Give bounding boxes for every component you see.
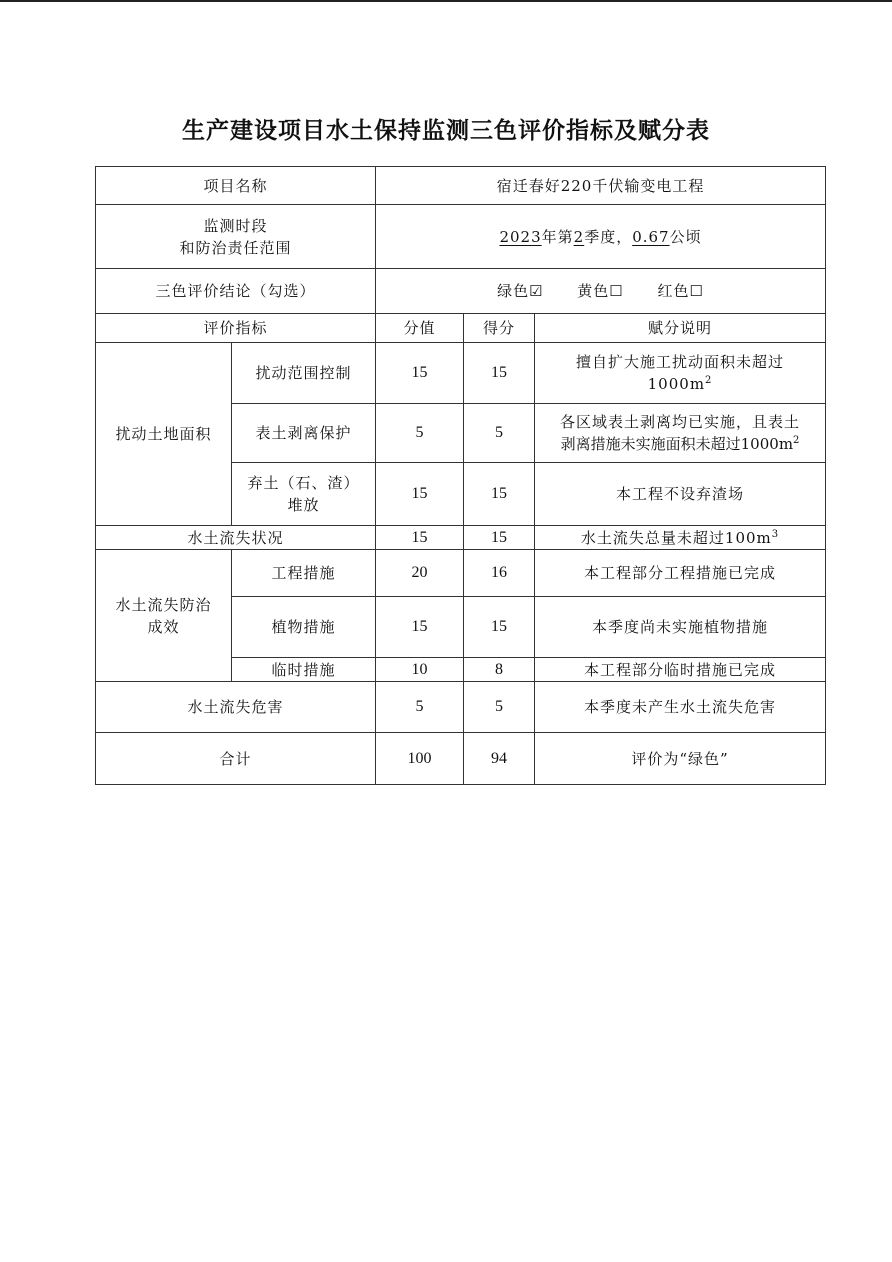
period-label-line1: 监测时段 xyxy=(203,216,268,235)
period-year: 2023 xyxy=(499,227,542,246)
red-checkbox[interactable]: 红色☐ xyxy=(657,282,704,300)
superscript: 2 xyxy=(705,375,713,386)
explanation: 本工程部分临时措施已完成 xyxy=(535,658,826,682)
period-quarter: 2 xyxy=(573,227,585,246)
explanation-text: 水土流失总量未超过100m xyxy=(580,528,772,547)
header-indicator: 评价指标 xyxy=(96,314,376,343)
project-label: 项目名称 xyxy=(96,167,376,205)
indicator-name-line2: 堆放 xyxy=(287,496,320,514)
score-value: 15 xyxy=(376,597,464,658)
explanation-line1: 擅自扩大施工扰动面积未超过 xyxy=(576,353,785,371)
period-year-suffix: 年第 xyxy=(541,227,574,246)
score-value: 15 xyxy=(376,463,464,526)
score: 5 xyxy=(464,682,535,733)
group-prevention xyxy=(96,550,232,682)
superscript: 3 xyxy=(771,528,780,540)
explanation xyxy=(535,343,826,404)
score: 5 xyxy=(464,404,535,463)
score: 15 xyxy=(464,463,535,526)
indicator-name: 水土流失危害 xyxy=(96,682,376,733)
explanation xyxy=(535,526,826,550)
total-score-value: 100 xyxy=(376,733,464,785)
header-score: 得分 xyxy=(464,314,535,343)
table-row xyxy=(96,526,826,550)
score: 16 xyxy=(464,550,535,597)
indicator-name: 扰动范围控制 xyxy=(232,343,376,404)
explanation-line2 xyxy=(537,433,823,455)
period-quarter-suffix: 季度， xyxy=(584,227,633,246)
green-checkbox[interactable]: 绿色☑ xyxy=(497,282,544,300)
evaluation-table xyxy=(95,166,826,785)
indicator-name: 植物措施 xyxy=(232,597,376,658)
explanation-line2 xyxy=(539,373,821,395)
total-score: 94 xyxy=(464,733,535,785)
explanation xyxy=(535,404,826,463)
score-value: 15 xyxy=(376,526,464,550)
period-label xyxy=(96,205,376,269)
indicator-name: 工程措施 xyxy=(232,550,376,597)
page-top-border xyxy=(0,0,892,2)
project-value: 宿迁春好220千伏输变电工程 xyxy=(376,167,826,205)
header-explanation: 赋分说明 xyxy=(535,314,826,343)
score: 15 xyxy=(464,343,535,404)
score: 8 xyxy=(464,658,535,682)
indicator-name-line1: 弃土（石、渣） xyxy=(247,474,360,492)
period-value xyxy=(376,205,826,269)
indicator-name xyxy=(232,463,376,526)
indicator-name: 表土剥离保护 xyxy=(232,404,376,463)
score-value: 5 xyxy=(376,682,464,733)
total-explanation: 评价为“绿色” xyxy=(535,733,826,785)
conclusion-label: 三色评价结论（勾选） xyxy=(96,269,376,314)
score-value: 10 xyxy=(376,658,464,682)
score-value: 20 xyxy=(376,550,464,597)
project-row xyxy=(96,167,826,205)
page-title: 生产建设项目水土保持监测三色评价指标及赋分表 xyxy=(182,118,710,144)
superscript: 2 xyxy=(793,435,800,446)
total-label: 合计 xyxy=(96,733,376,785)
score-value: 5 xyxy=(376,404,464,463)
group-prevention-line1: 水土流失防治 xyxy=(115,595,212,614)
yellow-checkbox[interactable]: 黄色☐ xyxy=(577,282,624,300)
score-value: 15 xyxy=(376,343,464,404)
indicator-name: 临时措施 xyxy=(232,658,376,682)
header-row xyxy=(96,314,826,343)
conclusion-options xyxy=(376,269,826,314)
explanation-line2-text: 1000m xyxy=(647,375,706,393)
score: 15 xyxy=(464,597,535,658)
period-label-line2: 和防治责任范围 xyxy=(179,238,292,257)
explanation-line2-text: 剥离措施未实施面积未超过1000m xyxy=(560,435,794,453)
explanation: 本季度尚未实施植物措施 xyxy=(535,597,826,658)
indicator-name: 水土流失状况 xyxy=(96,526,376,550)
explanation: 本季度未产生水土流失危害 xyxy=(535,682,826,733)
group-prevention-line2: 成效 xyxy=(147,617,180,636)
score: 15 xyxy=(464,526,535,550)
period-area: 0.67 xyxy=(632,227,670,246)
conclusion-row xyxy=(96,269,826,314)
group-disturbance: 扰动土地面积 xyxy=(96,343,232,526)
table-row xyxy=(96,550,826,597)
total-row xyxy=(96,733,826,785)
explanation-line1: 各区域表土剥离均已实施，且表土 xyxy=(560,413,801,431)
table-row xyxy=(96,343,826,404)
explanation: 本工程部分工程措施已完成 xyxy=(535,550,826,597)
period-row xyxy=(96,205,826,269)
table-row xyxy=(96,682,826,733)
explanation: 本工程不设弃渣场 xyxy=(535,463,826,526)
header-score-value: 分值 xyxy=(376,314,464,343)
period-area-unit: 公顷 xyxy=(669,227,702,246)
